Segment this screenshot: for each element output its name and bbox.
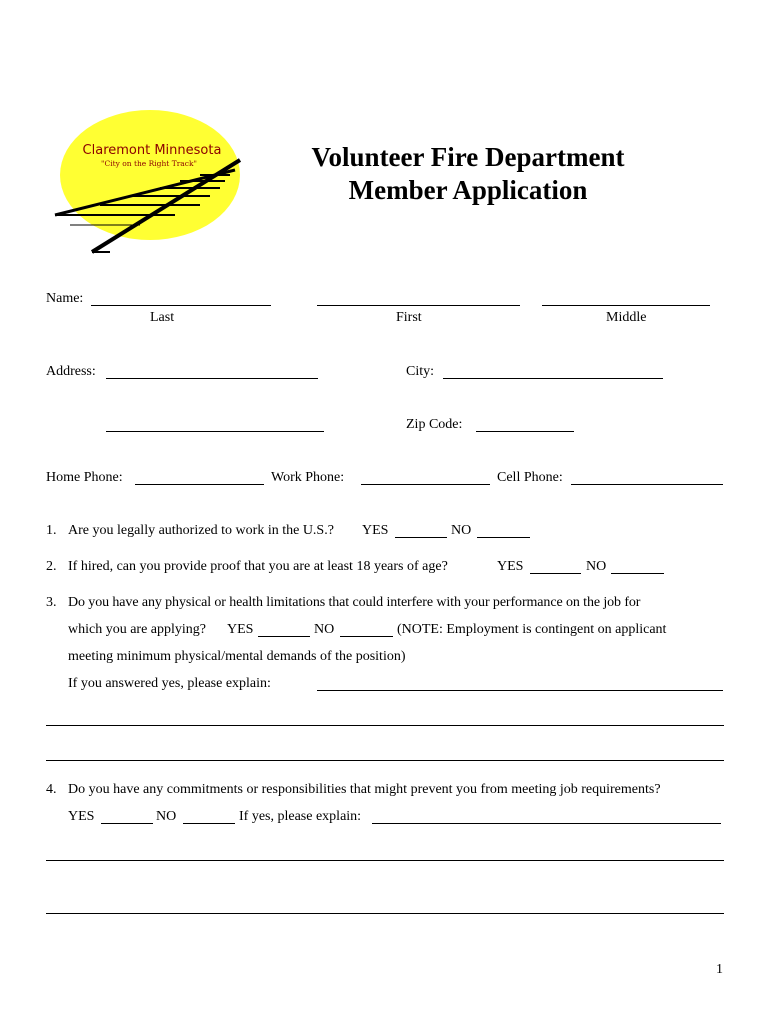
title-line-1: Volunteer Fire Department <box>311 142 625 172</box>
city-label: City: <box>406 364 435 379</box>
address-line-2-field[interactable] <box>106 417 324 432</box>
page-number: 1 <box>716 962 723 977</box>
cell-phone-label: Cell Phone: <box>497 470 563 485</box>
q2-yes-label: YES <box>497 559 524 574</box>
q3-number: 3. <box>46 595 57 610</box>
q4-no-field[interactable] <box>183 809 235 824</box>
work-phone-field[interactable] <box>361 470 490 485</box>
first-caption: First <box>396 310 422 325</box>
q3-explain-line-2[interactable] <box>46 725 724 726</box>
city-field[interactable] <box>443 364 663 379</box>
logo-town: Claremont Minnesota <box>82 143 222 158</box>
q1-number: 1. <box>46 523 57 538</box>
q1-no-field[interactable] <box>477 523 530 538</box>
cell-phone-field[interactable] <box>571 470 723 485</box>
last-name-field[interactable] <box>91 291 271 306</box>
name-label: Name: <box>46 291 84 306</box>
work-phone-label: Work Phone: <box>271 470 345 485</box>
q2-no-field[interactable] <box>611 559 664 574</box>
q4-explain-field[interactable] <box>372 809 721 824</box>
zip-label: Zip Code: <box>406 417 463 432</box>
q2-text: If hired, can you provide proof that you are at least 18 years of age? <box>68 559 448 574</box>
q4-explain-line-3[interactable] <box>46 913 724 914</box>
home-phone-field[interactable] <box>135 470 264 485</box>
claremont-logo <box>50 105 260 255</box>
q1-yes-field[interactable] <box>395 523 447 538</box>
q3-explain-label: If you answered yes, please explain: <box>68 676 271 691</box>
logo-slogan: "City on the Right Track" <box>101 159 197 168</box>
q3-no-label: NO <box>314 622 335 637</box>
zip-field[interactable] <box>476 417 574 432</box>
q4-explain-label: If yes, please explain: <box>239 809 362 824</box>
last-caption: Last <box>150 310 175 325</box>
home-phone-label: Home Phone: <box>46 470 123 485</box>
q3-explain-field[interactable] <box>317 676 723 691</box>
q2-yes-field[interactable] <box>530 559 581 574</box>
q3-no-field[interactable] <box>340 622 393 637</box>
q4-text: Do you have any commitments or responsibilities that might prevent you from meeting job requirements? <box>68 782 661 797</box>
middle-name-field[interactable] <box>542 291 710 306</box>
q1-yes-label: YES <box>362 523 389 538</box>
q3-text-line-3: meeting minimum physical/mental demands of the position) <box>68 649 406 664</box>
q3-explain-line-3[interactable] <box>46 760 724 761</box>
q3-text-line-1: Do you have any physical or health limitations that could interfere with your performance on the job for <box>68 595 641 610</box>
middle-caption: Middle <box>606 310 647 325</box>
address-line-1-field[interactable] <box>106 364 318 379</box>
q2-number: 2. <box>46 559 57 574</box>
sun-rail-icon <box>50 105 260 255</box>
q1-no-label: NO <box>451 523 472 538</box>
first-name-field[interactable] <box>317 291 520 306</box>
title-line-2: Member Application <box>348 175 588 205</box>
q4-number: 4. <box>46 782 57 797</box>
q3-note: (NOTE: Employment is contingent on applicant <box>397 622 667 637</box>
q1-text: Are you legally authorized to work in the U.S.? <box>68 523 334 538</box>
form-title <box>268 141 668 207</box>
q4-yes-label: YES <box>68 809 95 824</box>
q4-yes-field[interactable] <box>101 809 153 824</box>
q3-text-line-2: which you are applying? <box>68 622 207 637</box>
q4-explain-line-2[interactable] <box>46 860 724 861</box>
address-label: Address: <box>46 364 96 379</box>
q3-yes-label: YES <box>227 622 254 637</box>
q2-no-label: NO <box>586 559 607 574</box>
q4-no-label: NO <box>156 809 177 824</box>
q3-yes-field[interactable] <box>258 622 310 637</box>
